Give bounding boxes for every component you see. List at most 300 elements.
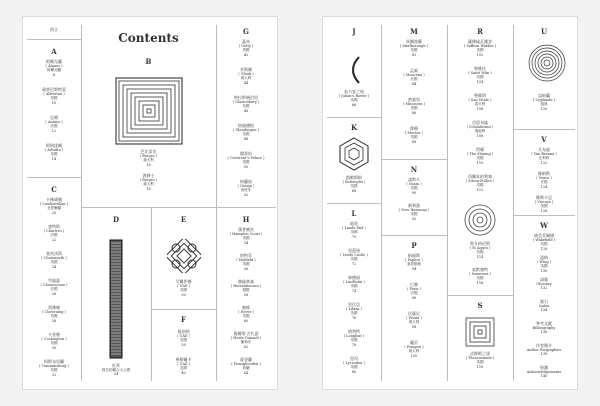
entry-en: ( Pompeii ) — [404, 345, 424, 349]
entry-zh: 摩頓 — [410, 126, 418, 131]
maze-image-k — [337, 137, 371, 171]
toc-entry[interactable] — [381, 177, 447, 195]
section-letter-e: E — [180, 215, 187, 224]
entry-en: ( Horta-Guiandi ) — [230, 336, 262, 340]
entry-en: ( Lycsoden ) — [343, 361, 365, 365]
toc-entry[interactable] — [513, 321, 575, 335]
row-divider — [447, 295, 513, 296]
entry-zh: 馬爾波羅 — [406, 39, 422, 44]
entry-zh: 諾斯卡 — [408, 177, 420, 182]
entry-loc: 美國 — [476, 156, 484, 161]
entry-num: 98 — [411, 324, 417, 329]
toc-entry[interactable] — [513, 277, 575, 291]
toc-entry[interactable] — [447, 241, 513, 259]
entry-zh: 帕福斯 — [408, 253, 420, 258]
toc-entry[interactable] — [513, 343, 575, 357]
section-letter-l: L — [351, 209, 357, 218]
entry-loc: 英國 — [350, 365, 358, 370]
section-letter-m: M — [410, 27, 418, 36]
toc-entry[interactable] — [513, 171, 575, 189]
entry-u[interactable]: 烏帕蘭 ( Upplanda ) 瑞典 120 — [532, 93, 556, 111]
entry-zh: 雪倫瑟 — [48, 278, 60, 283]
entry-num: 12 — [51, 128, 57, 133]
entry-num: 104 — [476, 79, 484, 84]
entry-loc: 英國 — [242, 236, 250, 241]
toc-entry[interactable] — [27, 305, 81, 323]
entry-loc: 奧地利 — [474, 129, 486, 134]
entry-num: 108 — [476, 133, 484, 138]
entry-en: Bibliography — [532, 326, 556, 330]
section-letter-a: A — [51, 47, 57, 56]
entry-num: 26 — [51, 291, 57, 296]
entry-en: ( Algues ) — [45, 64, 63, 68]
row-divider — [513, 129, 575, 130]
entry-num: 110 — [476, 160, 484, 165]
toc-entry[interactable] — [513, 365, 575, 379]
entry-zh: 里茲堡 — [348, 248, 360, 253]
entry-zh: 比薩尼 — [408, 311, 420, 316]
entry-zh: 維納斯 — [538, 171, 550, 176]
entry-b-1[interactable]: 巴比雷克 ( Borges ) 義大利 16 — [139, 149, 158, 167]
toc-entry[interactable] — [27, 359, 81, 377]
left-page — [22, 16, 278, 390]
entry-en: Index — [539, 304, 549, 308]
row-divider — [381, 235, 447, 236]
entry-loc: 西班牙 — [240, 188, 252, 193]
entry-num: 30 — [51, 345, 57, 350]
entry-en: ( Schönbrunn ) — [466, 125, 494, 129]
entry-loc: 法國 — [50, 124, 58, 129]
row-divider — [151, 309, 216, 310]
entry-en: ( Lindholm ) — [343, 280, 365, 284]
entry-num: 14 — [51, 156, 57, 161]
entry-loc: 美國 — [540, 204, 548, 209]
toc-entry[interactable] — [513, 147, 575, 165]
toc-entry[interactable] — [447, 120, 513, 138]
entry-loc: 英國 — [476, 276, 484, 281]
entry-en: ( Van Brauna ) — [531, 152, 557, 156]
entry-num: 134 — [540, 308, 548, 313]
entry-num: 74 — [351, 288, 357, 293]
entry-zh: 里比亞 — [348, 302, 360, 307]
section-letter-g: G — [243, 27, 249, 36]
entry-num: 80 — [351, 369, 357, 374]
entry-zh: 參考文獻 — [536, 321, 552, 326]
entry-zh: 查特斯 — [48, 224, 60, 229]
entry-loc: 英國 — [476, 48, 484, 53]
entry-num: 50 — [243, 164, 249, 169]
toc-entry[interactable] — [216, 123, 276, 141]
entry-loc: 英國 — [242, 262, 250, 267]
entry-zh: 詞彙 — [540, 277, 548, 282]
toc-entry[interactable] — [216, 151, 276, 169]
entry-num: 92 — [411, 216, 417, 221]
entry-zh: 漢普頓宮 — [238, 227, 254, 232]
toc-entry[interactable] — [216, 305, 276, 323]
toc-entry[interactable] — [381, 282, 447, 300]
entry-num: 114 — [476, 254, 484, 259]
section-letter-n: N — [410, 165, 418, 174]
entry-loc: 英國 — [180, 366, 187, 371]
entry-num: 28 — [51, 318, 57, 323]
entry-zh: 弗勒爾卡 — [175, 357, 192, 362]
entry-num: 138 — [540, 352, 548, 357]
toc-entry[interactable] — [151, 329, 216, 347]
row-divider — [216, 207, 276, 208]
toc-entry[interactable] — [381, 126, 447, 144]
entry-num: 72 — [351, 261, 357, 266]
entry-en: ( Saint Wiin ) — [468, 71, 492, 75]
entry-loc: 法國 — [50, 233, 58, 238]
entry-en: ( Longleat ) — [343, 334, 365, 338]
entry-num: 64 — [243, 370, 249, 375]
row-divider — [27, 39, 81, 40]
entry-en: ( Chevening ) — [42, 310, 66, 314]
entry-en: ( Hatfield ) — [236, 258, 256, 262]
entry-num: 32 — [51, 372, 57, 377]
entry-loc: 英國 — [540, 242, 548, 247]
entry-en: ( Nasm ) — [406, 182, 422, 186]
toc-entry[interactable] — [381, 39, 447, 57]
section-letter-k: K — [350, 123, 358, 132]
section-letter-c: C — [51, 185, 57, 194]
entry-en: ( Arbutta ) — [44, 148, 64, 152]
toc-entry[interactable] — [27, 251, 81, 269]
row-divider — [327, 117, 381, 118]
entry-loc: 英國 — [50, 152, 58, 157]
entry-en: ( Leeds Castle ) — [340, 253, 368, 257]
entry-num: 44 — [243, 80, 249, 85]
entry-num: 58 — [243, 292, 249, 297]
entry-loc: 北愛爾蘭 — [47, 206, 61, 211]
toc-entry[interactable] — [27, 143, 81, 161]
section-letter-h: H — [242, 215, 250, 224]
entry-num: 84 — [411, 81, 417, 86]
entry-zh: 作者簡介 — [536, 343, 552, 348]
toc-entry[interactable] — [327, 302, 381, 320]
entry-num: 24 — [51, 264, 57, 269]
entry-zh: 薩佛倫瓦爾登 — [468, 39, 492, 44]
entry-en: ( Marlborough ) — [399, 44, 429, 48]
maze-image-e — [167, 239, 201, 273]
entry-loc: 義大利 — [474, 102, 486, 107]
entry-loc: 美國 — [242, 48, 250, 53]
entry-en: ( Alfreston ) — [43, 92, 65, 96]
entry-zh: 地角 — [350, 221, 358, 226]
toc-entry[interactable] — [447, 39, 513, 57]
toc-entry[interactable] — [513, 299, 575, 313]
entry-loc: 阿爾戈蘭 — [47, 68, 61, 73]
entry-num: 54 — [243, 240, 249, 245]
entry-loc: 英國 — [476, 75, 484, 80]
entry-num: 78 — [351, 342, 357, 347]
entry-en: ( Cawkswellan ) — [39, 202, 69, 206]
entry-zh: 赫維 — [242, 305, 250, 310]
section-letter-f: F — [181, 315, 186, 324]
toc-entry[interactable] — [513, 233, 575, 251]
entry-en: ( Comminsburg ) — [39, 364, 69, 368]
entry-zh: 凡布倫 — [538, 147, 550, 152]
entry-zh: 聖艾格尼斯 — [470, 241, 490, 246]
preface-label[interactable]: 前言 — [50, 27, 58, 32]
entry-num: 42 — [243, 52, 249, 57]
entry-en: ( The Shining ) — [466, 152, 494, 156]
entry-zh: 巴黎 — [410, 282, 418, 287]
entry-num: 86 — [411, 110, 417, 115]
entry-zh: 奧普尼斯特萊 — [42, 87, 66, 92]
toc-entry[interactable] — [216, 95, 276, 113]
entry-loc: 英國 — [180, 338, 187, 343]
entry-en: ( Granja ) — [237, 184, 255, 188]
entry-loc: 英國 — [50, 260, 58, 265]
toc-entry[interactable] — [216, 253, 276, 271]
entry-zh: 卡佛威爾 — [46, 197, 62, 202]
entry-en: ( Glendurgan ) — [233, 128, 259, 132]
toc-entry[interactable] — [216, 67, 276, 85]
entry-num: 132 — [540, 286, 548, 291]
entry-num: 82 — [411, 52, 417, 57]
section-letter-v: V — [541, 135, 547, 144]
entry-en: ( Silson-Pollice ) — [465, 179, 495, 183]
entry-loc: 英國 — [410, 48, 418, 53]
entry-en: ( Governor's Palace ) — [227, 156, 265, 160]
entry-en: ( Chartres ) — [43, 229, 65, 233]
entry-b-2[interactable]: 波赫士 ( Borges ) 義大利 18 — [139, 173, 158, 191]
entry-zh: 赫倫豪森 — [238, 279, 254, 284]
entry-num: 46 — [243, 108, 249, 113]
entry-zh: 霍登蘭 — [240, 357, 252, 362]
section-letter-d: D — [112, 215, 120, 224]
entry-zh: 龐貝 — [410, 340, 418, 345]
toc-entry[interactable] — [513, 195, 575, 213]
entry-en: ( Paris ) — [407, 287, 421, 291]
entry-num: 112 — [476, 187, 484, 192]
entry-loc: 荷蘭 — [242, 366, 250, 371]
row-divider — [81, 207, 216, 208]
toc-entry[interactable] — [447, 267, 513, 285]
entry-zh: 威克菲爾德 — [534, 233, 554, 238]
toc-entry[interactable] — [381, 68, 447, 86]
toc-entry[interactable] — [327, 275, 381, 293]
entry-loc: 德國 — [242, 288, 250, 293]
entry-zh: 新和諧 — [408, 203, 420, 208]
entry-loc: 英國 — [350, 311, 358, 316]
toc-entry[interactable] — [216, 227, 276, 245]
entry-en: ( Glouk ) — [238, 72, 254, 76]
toc-entry[interactable] — [327, 329, 381, 347]
entry-num: 94 — [411, 266, 417, 271]
entry-en: ( San Vitale ) — [468, 98, 492, 102]
maze-image-u — [527, 43, 567, 83]
section-letter-r: R — [477, 27, 483, 36]
entry-loc: 法國 — [50, 287, 58, 292]
entry-loc: 英國 — [410, 135, 418, 140]
entry-num: 90 — [411, 190, 417, 195]
section-letter-u: U — [540, 27, 548, 36]
toc-entry[interactable] — [216, 331, 276, 349]
toc-entry[interactable] — [27, 278, 81, 296]
toc-entry[interactable] — [151, 357, 216, 375]
toc-entry[interactable] — [327, 248, 381, 266]
entry-zh: 密索里 — [408, 97, 420, 102]
entry-loc: 法國 — [540, 180, 548, 185]
section-letter-w: W — [540, 221, 548, 230]
entry-num: 40 — [181, 370, 186, 375]
entry-zh: 阿爾戈蘭 — [46, 59, 62, 64]
section-letter-s: S — [477, 301, 483, 310]
toc-entry[interactable] — [27, 224, 81, 242]
entry-en: ( Wakefield ) — [532, 238, 556, 242]
entry-loc: 美國 — [410, 106, 418, 111]
entry-zh: 奧爾塔·古扎諾 — [233, 331, 259, 336]
entry-loc: 英國 — [50, 96, 58, 101]
toc-entry[interactable] — [327, 356, 381, 374]
entry-en: ( Herrenhausen ) — [230, 284, 262, 288]
entry-zh: 哈特菲 — [240, 253, 252, 258]
entry-loc: 法國 — [410, 77, 418, 82]
entry-en: Glossary — [536, 282, 552, 286]
toc-entry[interactable] — [27, 197, 81, 215]
toc-entry[interactable] — [447, 147, 513, 165]
entry-loc: 英國 — [476, 183, 484, 188]
entry-zh: 柯斯布里蘭 — [44, 359, 64, 364]
entry-zh: 索默塞特 — [472, 267, 488, 272]
entry-zh: 維斯卡亞 — [536, 195, 552, 200]
entry-en: Acknowledgements — [526, 370, 562, 374]
toc-entry[interactable] — [447, 66, 513, 84]
entry-num: 52 — [243, 192, 249, 197]
entry-zh: 肖恩布倫 — [472, 120, 488, 125]
toc-entry[interactable] — [27, 115, 81, 133]
entry-loc: 英國 — [50, 314, 58, 319]
entry-en: ( Paphos ) — [405, 258, 423, 262]
column-divider — [81, 25, 82, 381]
maze-image-d — [109, 239, 123, 359]
entry-num: 116 — [476, 280, 484, 285]
entry-zh: 格拉斯頓伯里 — [234, 95, 258, 100]
toc-entry[interactable] — [381, 97, 447, 115]
entry-num: 100 — [410, 353, 418, 358]
entry-num: 22 — [51, 237, 57, 242]
maze-image-s2 — [465, 317, 495, 347]
toc-entry[interactable] — [27, 87, 81, 105]
entry-loc: 比利時 — [538, 156, 550, 161]
entry-k[interactable]: 凱勒斯帕 ( Kelersplei ) 英國 68 — [342, 175, 366, 193]
entry-loc: 英國 — [350, 257, 358, 262]
entry-j[interactable]: 朱力安之屋 ( Julian's Bower ) 英國 66 — [338, 89, 370, 107]
entry-en: ( Monceau ) — [403, 73, 425, 77]
entry-loc: 美國 — [410, 212, 418, 217]
entry-zh: 阿明達爾 — [46, 143, 62, 148]
entry-zh: 孟索 — [410, 68, 418, 73]
entry-num: 62 — [243, 344, 249, 349]
entry-num: 126 — [540, 208, 548, 213]
entry-zh: 索引 — [540, 299, 548, 304]
entry-num: 106 — [476, 106, 484, 111]
toc-entry[interactable] — [447, 93, 513, 111]
toc-entry[interactable] — [381, 311, 447, 329]
entry-zh: 格蘭加 — [240, 179, 252, 184]
right-page — [322, 16, 578, 390]
entry-d[interactable]: 杜拜 阿拉伯聯合大公國 34 — [102, 363, 130, 377]
toc-entry[interactable] — [216, 39, 276, 57]
entry-zh: 致謝 — [540, 365, 548, 370]
entry-num: 96 — [411, 295, 417, 300]
entry-zh: 卡金頓 — [48, 332, 60, 337]
entry-num: 48 — [243, 136, 249, 141]
entry-e[interactable]: 艾爾伊德 ( UAE ) 英國 36 — [175, 279, 192, 297]
entry-zh: 聖維托 — [474, 66, 486, 71]
maze-image-s — [463, 203, 497, 237]
entry-en: ( Morton ) — [404, 131, 424, 135]
entry-num: 10 — [51, 100, 57, 105]
entry-en: ( Cockington ) — [41, 337, 67, 341]
entry-en: ( Hoasghouden ) — [231, 362, 261, 366]
entry-num: 124 — [540, 184, 548, 189]
entry-en: ( Hampton Court ) — [229, 232, 263, 236]
entry-zh: 聖維塔 — [474, 93, 486, 98]
entry-loc: 英國 — [242, 314, 250, 319]
entry-zh: 里昂 — [350, 356, 358, 361]
entry-zh: 閃耀 — [476, 147, 484, 152]
entry-en: ( UAE ) — [177, 334, 190, 338]
entry-loc: 英國 — [242, 132, 250, 137]
entry-loc: 英國 — [242, 104, 250, 109]
toc-entry[interactable] — [27, 59, 81, 77]
entry-loc: 義大利 — [408, 349, 420, 354]
entry-en: ( Wing ) — [536, 260, 552, 264]
toc-entry[interactable] — [27, 332, 81, 350]
entry-num: 8 — [52, 72, 56, 77]
toc-entry[interactable] — [327, 221, 381, 239]
section-letter-j: J — [352, 27, 356, 36]
entry-loc: 塞普勒斯 — [407, 262, 421, 267]
entry-en: ( Antaos ) — [45, 120, 63, 124]
entry-loc: 英國 — [350, 230, 358, 235]
toc-entry[interactable] — [447, 174, 513, 192]
entry-en: Author Biographies — [526, 348, 562, 352]
section-letter-b: B — [145, 57, 152, 66]
entry-num: 136 — [540, 330, 548, 335]
entry-s2[interactable]: 忒修斯之迷 ( Theseusmaze ) 英國 118 — [465, 351, 495, 369]
entry-zh: 福伯納 — [177, 329, 190, 334]
toc-entry[interactable] — [381, 253, 447, 271]
entry-loc: 英國 — [410, 186, 418, 191]
entry-num: 88 — [411, 139, 417, 144]
toc-entry[interactable] — [216, 179, 276, 197]
entry-en: ( Hever ) — [238, 310, 254, 314]
entry-num: 38 — [181, 342, 186, 347]
toc-entry[interactable] — [513, 255, 575, 273]
entry-en: ( Glastonbury ) — [232, 100, 260, 104]
entry-num: 70 — [351, 234, 357, 239]
entry-loc: 英國 — [350, 284, 358, 289]
toc-entry[interactable] — [381, 203, 447, 221]
entry-num: 20 — [51, 210, 57, 215]
entry-num: 140 — [540, 374, 548, 379]
entry-loc: 英國 — [50, 368, 58, 373]
toc-entry[interactable] — [216, 357, 276, 375]
entry-zh: 西爾本珀利塞 — [468, 174, 492, 179]
entry-en: ( St Agnes ) — [469, 246, 491, 250]
entry-en: ( Vizcaya ) — [534, 200, 554, 204]
toc-entry[interactable] — [381, 340, 447, 358]
entry-en: ( Somerset ) — [469, 272, 491, 276]
entry-loc: 英國 — [350, 338, 358, 343]
entry-en: ( Saffron Walden ) — [463, 44, 497, 48]
entry-en: ( Venus ) — [536, 176, 552, 180]
toc-entry[interactable] — [216, 279, 276, 297]
